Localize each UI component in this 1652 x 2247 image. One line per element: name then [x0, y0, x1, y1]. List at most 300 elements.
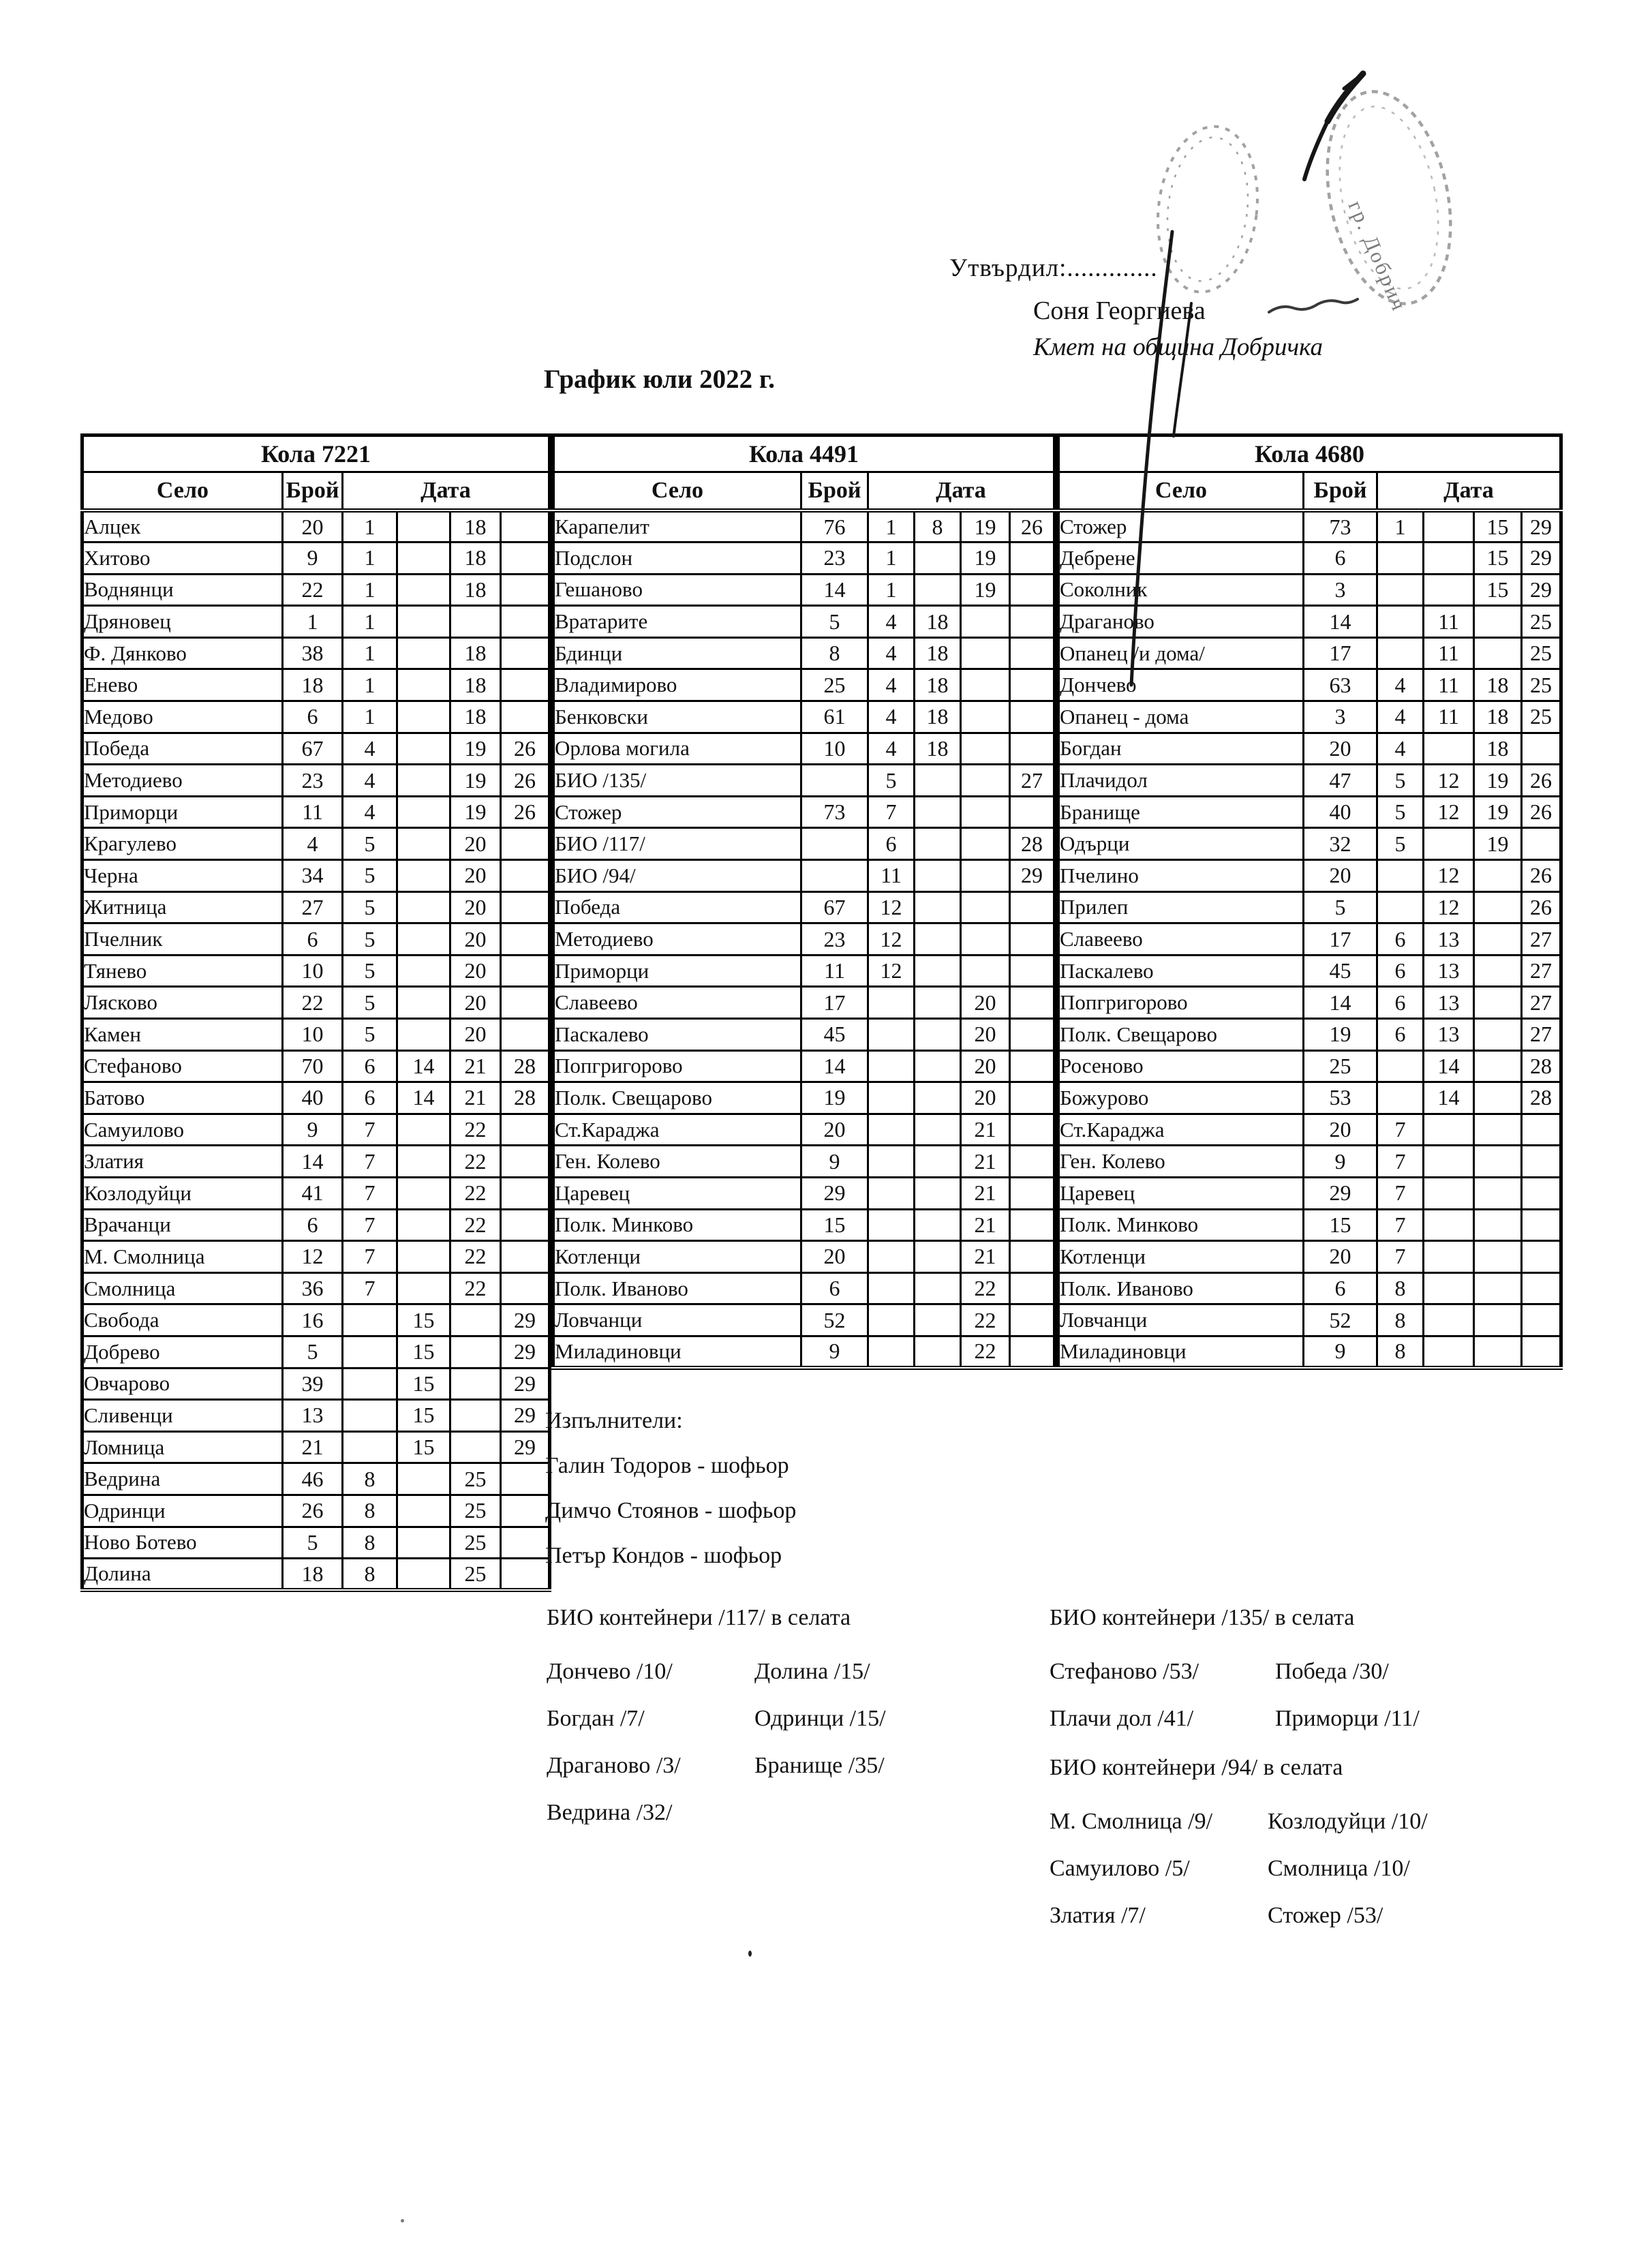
- village-cell: Приморци: [82, 796, 283, 828]
- village-cell: Прилеп: [1058, 891, 1304, 923]
- date-cell: [397, 828, 450, 860]
- date-cell: 26: [1522, 765, 1561, 797]
- date-cell: 7: [1377, 1146, 1424, 1178]
- date-cell: 7: [343, 1146, 397, 1178]
- date-cell: [1010, 669, 1055, 701]
- date-cell: 25: [450, 1463, 501, 1495]
- bio-columns: [1050, 1798, 1428, 1939]
- date-cell: [915, 796, 961, 828]
- count-cell: 76: [801, 510, 868, 542]
- table-row: [82, 923, 550, 956]
- date-cell: [397, 765, 450, 797]
- village-cell: БИО /117/: [553, 828, 801, 860]
- village-cell: Лясково: [82, 987, 283, 1019]
- table-row: [82, 669, 550, 701]
- date-cell: 19: [450, 733, 501, 765]
- date-cell: [1010, 574, 1055, 606]
- table-row: [553, 860, 1055, 892]
- table-row: [553, 606, 1055, 638]
- bio-94-block: [1050, 1753, 1428, 1939]
- table-row: [1058, 1304, 1561, 1336]
- village-cell: Плачидол: [1058, 765, 1304, 797]
- date-cell: [501, 510, 550, 542]
- date-cell: [501, 1241, 550, 1273]
- date-cell: 22: [450, 1146, 501, 1178]
- date-cell: 11: [1424, 606, 1474, 638]
- bio-117-block: [547, 1603, 886, 1836]
- date-cell: [343, 1400, 397, 1432]
- date-cell: [397, 1241, 450, 1273]
- executors-list: [545, 1443, 796, 1578]
- count-cell: 9: [283, 1114, 343, 1146]
- village-cell: Полк. Минково: [1058, 1209, 1304, 1241]
- table-row: [553, 923, 1055, 956]
- count-cell: 11: [283, 796, 343, 828]
- date-cell: 19: [961, 542, 1010, 575]
- bio-item: Бранище /35/: [754, 1753, 885, 1778]
- village-cell: Царевец: [553, 1177, 801, 1209]
- village-cell: Карапелит: [553, 510, 801, 542]
- count-cell: 61: [801, 701, 868, 733]
- col-header-village: Село: [1058, 472, 1304, 511]
- date-cell: 13: [1424, 1019, 1474, 1051]
- date-cell: [501, 1495, 550, 1527]
- count-cell: 45: [1304, 955, 1377, 987]
- date-cell: 5: [343, 1019, 397, 1051]
- count-cell: 40: [283, 1082, 343, 1114]
- count-cell: 34: [283, 860, 343, 892]
- table-row: [553, 1019, 1055, 1051]
- count-cell: [801, 765, 868, 797]
- village-cell: БИО /135/: [553, 765, 801, 797]
- date-cell: 18: [450, 510, 501, 542]
- date-cell: 25: [1522, 606, 1561, 638]
- village-cell: Попгригорово: [1058, 987, 1304, 1019]
- bio-item: Стожер /53/: [1268, 1903, 1383, 1928]
- date-cell: 6: [868, 828, 915, 860]
- date-cell: 5: [343, 891, 397, 923]
- table-row: [1058, 1209, 1561, 1241]
- date-cell: [397, 987, 450, 1019]
- table-row: [553, 669, 1055, 701]
- date-cell: [397, 1495, 450, 1527]
- date-cell: 5: [343, 923, 397, 956]
- date-cell: [450, 606, 501, 638]
- date-cell: 12: [1424, 765, 1474, 797]
- date-cell: [915, 955, 961, 987]
- date-cell: 20: [450, 923, 501, 956]
- date-cell: 22: [961, 1272, 1010, 1304]
- date-cell: [1010, 796, 1055, 828]
- village-cell: Стожер: [1058, 510, 1304, 542]
- bio-columns: [1050, 1648, 1420, 1742]
- date-cell: [397, 1559, 450, 1591]
- count-cell: 12: [283, 1241, 343, 1273]
- count-cell: 47: [1304, 765, 1377, 797]
- section-header-row: [82, 435, 550, 472]
- village-cell: Воднянци: [82, 574, 283, 606]
- date-cell: 1: [343, 701, 397, 733]
- table-row: [553, 1114, 1055, 1146]
- table-row: [553, 1050, 1055, 1082]
- section-title: Кола 7221: [82, 435, 550, 472]
- date-cell: [1424, 1336, 1474, 1368]
- date-cell: [501, 1272, 550, 1304]
- bio-column-left: [547, 1648, 754, 1836]
- date-cell: 18: [1474, 701, 1522, 733]
- count-cell: 25: [801, 669, 868, 701]
- date-cell: [1010, 1241, 1055, 1273]
- date-cell: 13: [1424, 987, 1474, 1019]
- village-cell: Гешаново: [553, 574, 801, 606]
- col-header-date: Дата: [868, 472, 1055, 511]
- count-cell: 14: [1304, 987, 1377, 1019]
- count-cell: 52: [801, 1304, 868, 1336]
- table-row: [82, 1241, 550, 1273]
- table-row: [82, 1495, 550, 1527]
- date-cell: [343, 1304, 397, 1336]
- count-cell: 6: [801, 1272, 868, 1304]
- date-cell: 27: [1522, 987, 1561, 1019]
- bio-item: Козлодуйци /10/: [1268, 1809, 1428, 1834]
- table-row: [82, 1368, 550, 1400]
- date-cell: [1377, 637, 1424, 669]
- date-cell: [961, 669, 1010, 701]
- village-cell: Котленци: [1058, 1241, 1304, 1273]
- date-cell: [1424, 733, 1474, 765]
- village-cell: Хитово: [82, 542, 283, 575]
- village-cell: Методиево: [82, 765, 283, 797]
- table-row: [82, 987, 550, 1019]
- count-cell: 18: [283, 669, 343, 701]
- table-row: [82, 860, 550, 892]
- date-cell: 26: [1010, 510, 1055, 542]
- count-cell: 23: [801, 542, 868, 575]
- date-cell: [915, 1209, 961, 1241]
- date-cell: 20: [961, 987, 1010, 1019]
- date-cell: 8: [1377, 1336, 1424, 1368]
- executors-heading: Изпълнители:: [545, 1408, 683, 1433]
- date-cell: 1: [868, 574, 915, 606]
- date-cell: 25: [450, 1495, 501, 1527]
- date-cell: 21: [450, 1050, 501, 1082]
- village-cell: Ломница: [82, 1431, 283, 1463]
- table-row: [1058, 1082, 1561, 1114]
- date-cell: 13: [1424, 955, 1474, 987]
- date-cell: 11: [1424, 701, 1474, 733]
- table-row: [82, 637, 550, 669]
- date-cell: 15: [397, 1368, 450, 1400]
- count-cell: 27: [283, 891, 343, 923]
- date-cell: 1: [868, 510, 915, 542]
- village-cell: Добрево: [82, 1336, 283, 1368]
- date-cell: 12: [1424, 796, 1474, 828]
- village-cell: Камен: [82, 1019, 283, 1051]
- table-row: [82, 1209, 550, 1241]
- schedule-table-4680: [1056, 433, 1563, 1370]
- date-cell: [915, 1177, 961, 1209]
- date-cell: 12: [1424, 891, 1474, 923]
- date-cell: [915, 828, 961, 860]
- date-cell: 15: [397, 1400, 450, 1432]
- table-row: [82, 1400, 550, 1432]
- date-cell: 7: [343, 1241, 397, 1273]
- date-cell: [501, 1019, 550, 1051]
- table-row: [553, 765, 1055, 797]
- date-cell: [868, 1304, 915, 1336]
- date-cell: [501, 891, 550, 923]
- date-cell: 22: [450, 1177, 501, 1209]
- table-row: [553, 1336, 1055, 1368]
- village-cell: Стожер: [553, 796, 801, 828]
- count-cell: 6: [283, 701, 343, 733]
- date-cell: 11: [1424, 637, 1474, 669]
- date-cell: [397, 1272, 450, 1304]
- date-cell: [1522, 1114, 1561, 1146]
- date-cell: [1010, 1177, 1055, 1209]
- bio-item: Дончево /10/: [547, 1659, 673, 1684]
- date-cell: 11: [1424, 669, 1474, 701]
- date-cell: 4: [868, 606, 915, 638]
- date-cell: [1377, 1082, 1424, 1114]
- date-cell: 27: [1522, 923, 1561, 956]
- date-cell: 7: [1377, 1241, 1424, 1273]
- date-cell: [915, 1304, 961, 1336]
- date-cell: [1010, 606, 1055, 638]
- date-cell: [501, 1114, 550, 1146]
- date-cell: [1474, 1209, 1522, 1241]
- table-row: [82, 891, 550, 923]
- table-row: [1058, 542, 1561, 575]
- table-row: [1058, 1241, 1561, 1273]
- table-row: [82, 765, 550, 797]
- date-cell: 14: [397, 1050, 450, 1082]
- date-cell: 12: [868, 923, 915, 956]
- date-cell: [961, 828, 1010, 860]
- date-cell: 25: [450, 1559, 501, 1591]
- table-row: [1058, 1114, 1561, 1146]
- count-cell: [801, 860, 868, 892]
- village-cell: Дончево: [1058, 669, 1304, 701]
- date-cell: [501, 1463, 550, 1495]
- date-cell: [343, 1336, 397, 1368]
- executor-item: Галин Тодоров - шофьор: [545, 1453, 789, 1478]
- table-row: [1058, 923, 1561, 956]
- date-cell: [915, 987, 961, 1019]
- date-cell: 6: [1377, 923, 1424, 956]
- count-cell: 22: [283, 574, 343, 606]
- table-row: [1058, 860, 1561, 892]
- count-cell: 29: [1304, 1177, 1377, 1209]
- table-row: [1058, 1272, 1561, 1304]
- date-cell: [915, 891, 961, 923]
- village-cell: Соколник: [1058, 574, 1304, 606]
- date-cell: [1424, 1241, 1474, 1273]
- table-row: [82, 1463, 550, 1495]
- village-cell: Методиево: [553, 923, 801, 956]
- date-cell: 15: [1474, 542, 1522, 575]
- date-cell: 4: [868, 637, 915, 669]
- table-row: [82, 796, 550, 828]
- date-cell: [397, 1177, 450, 1209]
- date-cell: [961, 606, 1010, 638]
- village-cell: Попгригорово: [553, 1050, 801, 1082]
- count-cell: 6: [283, 1209, 343, 1241]
- village-cell: Полк. Минково: [553, 1209, 801, 1241]
- date-cell: [1522, 1304, 1561, 1336]
- bio-column-right: [754, 1648, 886, 1836]
- date-cell: 29: [1522, 542, 1561, 575]
- count-cell: 1: [283, 606, 343, 638]
- schedule-table-7221: [80, 433, 551, 1592]
- date-cell: 15: [1474, 574, 1522, 606]
- date-cell: [1474, 606, 1522, 638]
- date-cell: 7: [1377, 1209, 1424, 1241]
- col-header-count: Брой: [283, 472, 343, 511]
- village-cell: Стефаново: [82, 1050, 283, 1082]
- date-cell: [915, 1082, 961, 1114]
- date-cell: [868, 1209, 915, 1241]
- table-row: [1058, 606, 1561, 638]
- date-cell: [1424, 542, 1474, 575]
- count-cell: 41: [283, 1177, 343, 1209]
- date-cell: [915, 765, 961, 797]
- village-cell: Одърци: [1058, 828, 1304, 860]
- date-cell: 29: [1522, 510, 1561, 542]
- table-row: [1058, 987, 1561, 1019]
- date-cell: 28: [501, 1050, 550, 1082]
- date-cell: [1010, 1336, 1055, 1368]
- date-cell: 22: [961, 1336, 1010, 1368]
- date-cell: 5: [343, 860, 397, 892]
- executor-item: Димчо Стоянов - шофьор: [545, 1498, 797, 1523]
- date-cell: [961, 733, 1010, 765]
- date-cell: 20: [450, 1019, 501, 1051]
- date-cell: 1: [343, 542, 397, 575]
- table-row: [553, 891, 1055, 923]
- date-cell: [501, 637, 550, 669]
- date-cell: [1010, 1272, 1055, 1304]
- date-cell: 20: [961, 1019, 1010, 1051]
- count-cell: 20: [1304, 860, 1377, 892]
- stamp-circle-right: [1309, 80, 1469, 316]
- date-cell: 12: [868, 955, 915, 987]
- bio-item: Приморци /11/: [1275, 1706, 1420, 1731]
- date-cell: 26: [501, 796, 550, 828]
- village-cell: Долина: [82, 1559, 283, 1591]
- table-row: [1058, 574, 1561, 606]
- count-cell: 4: [283, 828, 343, 860]
- date-cell: [961, 860, 1010, 892]
- village-cell: Полк. Свещарово: [553, 1082, 801, 1114]
- date-cell: 18: [450, 542, 501, 575]
- table-row: [82, 1336, 550, 1368]
- table-row: [553, 510, 1055, 542]
- village-cell: Бранище: [1058, 796, 1304, 828]
- table-row: [1058, 1050, 1561, 1082]
- section-header-row: [553, 435, 1055, 472]
- date-cell: 21: [961, 1177, 1010, 1209]
- count-cell: 10: [283, 1019, 343, 1051]
- date-cell: [397, 860, 450, 892]
- table-row: [553, 637, 1055, 669]
- date-cell: [961, 765, 1010, 797]
- date-cell: [1522, 1209, 1561, 1241]
- date-cell: 27: [1010, 765, 1055, 797]
- date-cell: 7: [1377, 1177, 1424, 1209]
- date-cell: [1010, 1082, 1055, 1114]
- date-cell: [343, 1431, 397, 1463]
- bio-heading: БИО контейнери /117/ в селата: [547, 1605, 851, 1630]
- bio-item: Златия /7/: [1050, 1903, 1146, 1928]
- date-cell: 18: [915, 606, 961, 638]
- section-header-row: [1058, 435, 1561, 472]
- date-cell: 18: [915, 733, 961, 765]
- date-cell: 28: [1522, 1082, 1561, 1114]
- date-cell: 22: [450, 1241, 501, 1273]
- date-cell: 5: [1377, 796, 1424, 828]
- village-cell: Богдан: [1058, 733, 1304, 765]
- date-cell: 6: [1377, 987, 1424, 1019]
- bio-column-left: [1050, 1798, 1268, 1939]
- date-cell: [1424, 1177, 1474, 1209]
- date-cell: [397, 542, 450, 575]
- count-cell: 17: [801, 987, 868, 1019]
- date-cell: [397, 891, 450, 923]
- date-cell: 5: [343, 987, 397, 1019]
- count-cell: 53: [1304, 1082, 1377, 1114]
- village-cell: Паскалево: [1058, 955, 1304, 987]
- date-cell: 13: [1424, 923, 1474, 956]
- date-cell: 22: [450, 1272, 501, 1304]
- date-cell: 15: [397, 1304, 450, 1336]
- date-cell: 1: [343, 669, 397, 701]
- date-cell: [1474, 987, 1522, 1019]
- date-cell: 8: [343, 1527, 397, 1559]
- date-cell: 20: [450, 955, 501, 987]
- village-cell: Владимирово: [553, 669, 801, 701]
- date-cell: [501, 1209, 550, 1241]
- date-cell: 20: [450, 828, 501, 860]
- date-cell: [1522, 1177, 1561, 1209]
- date-cell: [961, 891, 1010, 923]
- table-row: [553, 542, 1055, 575]
- date-cell: 7: [343, 1209, 397, 1241]
- section-title: Кола 4491: [553, 435, 1055, 472]
- date-cell: [868, 987, 915, 1019]
- date-cell: [501, 923, 550, 956]
- date-cell: 19: [961, 574, 1010, 606]
- table-row: [553, 574, 1055, 606]
- village-cell: Полк. Иваново: [1058, 1272, 1304, 1304]
- table-row: [553, 1272, 1055, 1304]
- date-cell: 19: [961, 510, 1010, 542]
- date-cell: [397, 923, 450, 956]
- date-cell: [1424, 1304, 1474, 1336]
- date-cell: [501, 987, 550, 1019]
- date-cell: 5: [343, 955, 397, 987]
- count-cell: 52: [1304, 1304, 1377, 1336]
- table-row: [553, 828, 1055, 860]
- date-cell: [1474, 1082, 1522, 1114]
- date-cell: 8: [343, 1495, 397, 1527]
- table-row: [553, 701, 1055, 733]
- count-cell: 17: [1304, 923, 1377, 956]
- table-row: [553, 733, 1055, 765]
- village-cell: Овчарово: [82, 1368, 283, 1400]
- date-cell: [1522, 828, 1561, 860]
- date-cell: [1010, 1146, 1055, 1178]
